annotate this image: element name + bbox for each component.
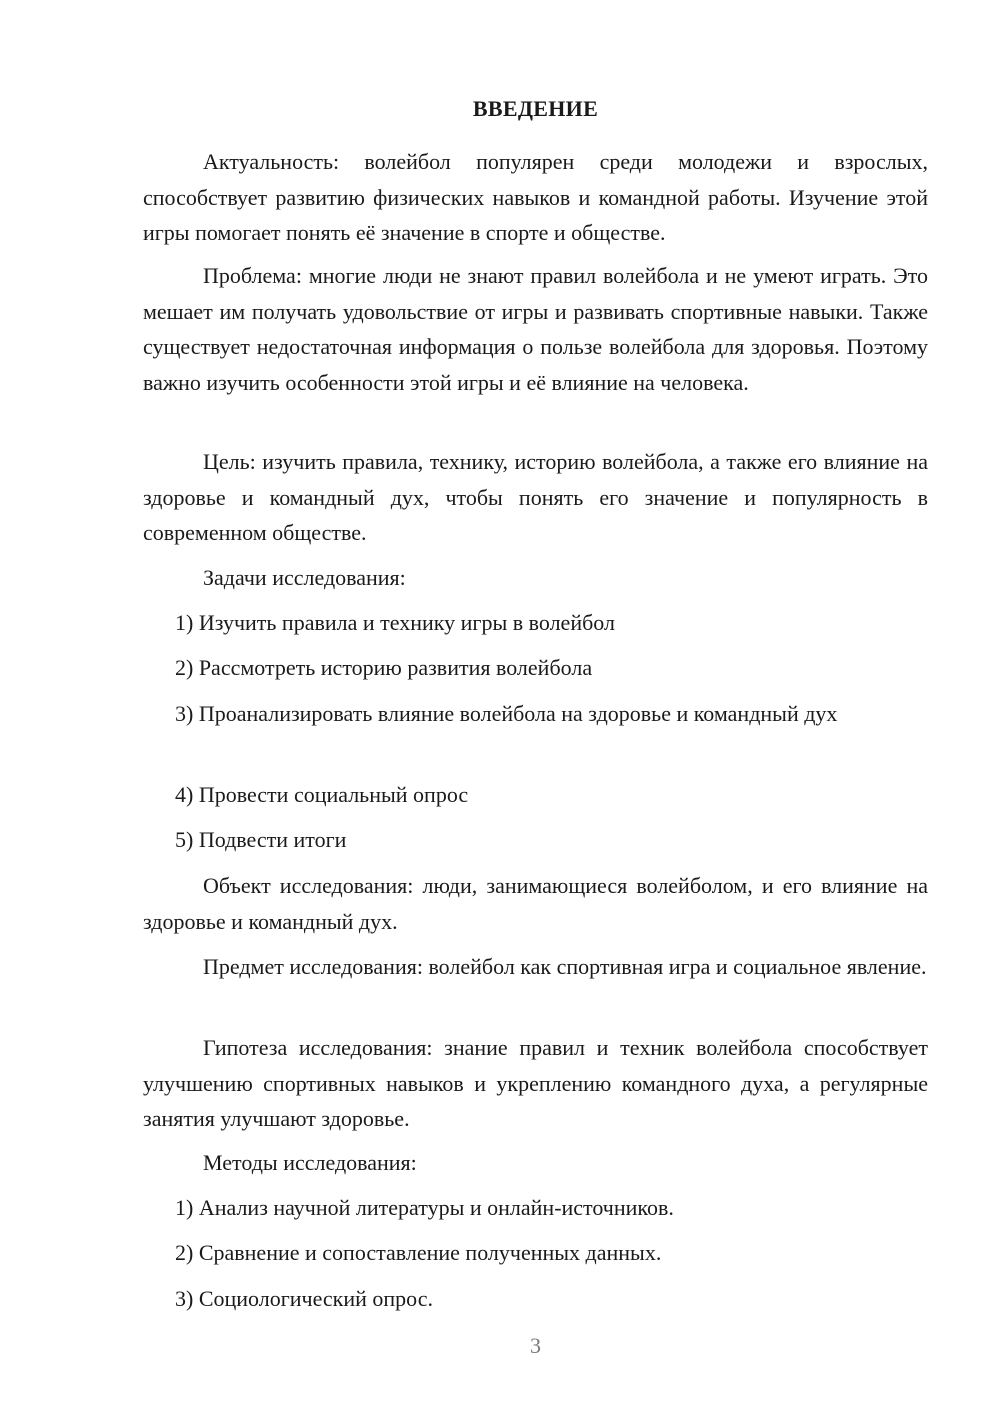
paragraph-goal: Цель: изучить правила, технику, историю волейбола, а также его влияние на здоровье и командный дух, чтобы понять его значение и популярность в современном обществе. (143, 449, 928, 545)
page-number: 3 (530, 1333, 541, 1358)
task-item: 5) Подвести итоги (175, 827, 347, 852)
task-item: 4) Провести социальный опрос (175, 782, 469, 807)
method-item: 1) Анализ научной литературы и онлайн-источников. (175, 1195, 674, 1220)
paragraph-subject: Предмет исследования: волейбол как спортивная игра и социальное явление. (203, 954, 927, 979)
task-item: 2) Рассмотреть историю развития волейбола (175, 655, 593, 680)
paragraph-hypothesis: Гипотеза исследования: знание правил и техник волейбола способствует улучшению спортивных навыков и укреплению командного духа, а регулярные занятия улучшают здоровье. (143, 1035, 928, 1131)
paragraph-problem: Проблема: многие люди не знают правил волейбола и не умеют играть. Это мешает им получать удовольствие от игры и развивать спортивные навыки. Также существует недостаточная информация о пользе волейбола для здоровья. Поэтому важно изучить особенности этой игры и её влияние на человека. (143, 263, 928, 395)
paragraph-object: Объект исследования: люди, занимающиеся волейболом, и его влияние на здоровье и командный дух. (143, 873, 928, 934)
method-item: 3) Социологический опрос. (175, 1286, 433, 1311)
paragraph-relevance: Актуальность: волейбол популярен среди молодежи и взрослых, способствует развитию физических навыков и командной работы. Изучение этой игры помогает понять её значение в спорте и обществе. (143, 149, 928, 245)
task-item: 1) Изучить правила и технику игры в волейбол (175, 610, 615, 635)
section-title: ВВЕДЕНИЕ (472, 96, 599, 121)
tasks-heading: Задачи исследования: (203, 565, 406, 590)
method-item: 2) Сравнение и сопоставление полученных данных. (175, 1240, 662, 1265)
task-item: 3) Проанализировать влияние волейбола на здоровье и командный дух (175, 701, 838, 726)
methods-heading: Методы исследования: (203, 1150, 417, 1175)
